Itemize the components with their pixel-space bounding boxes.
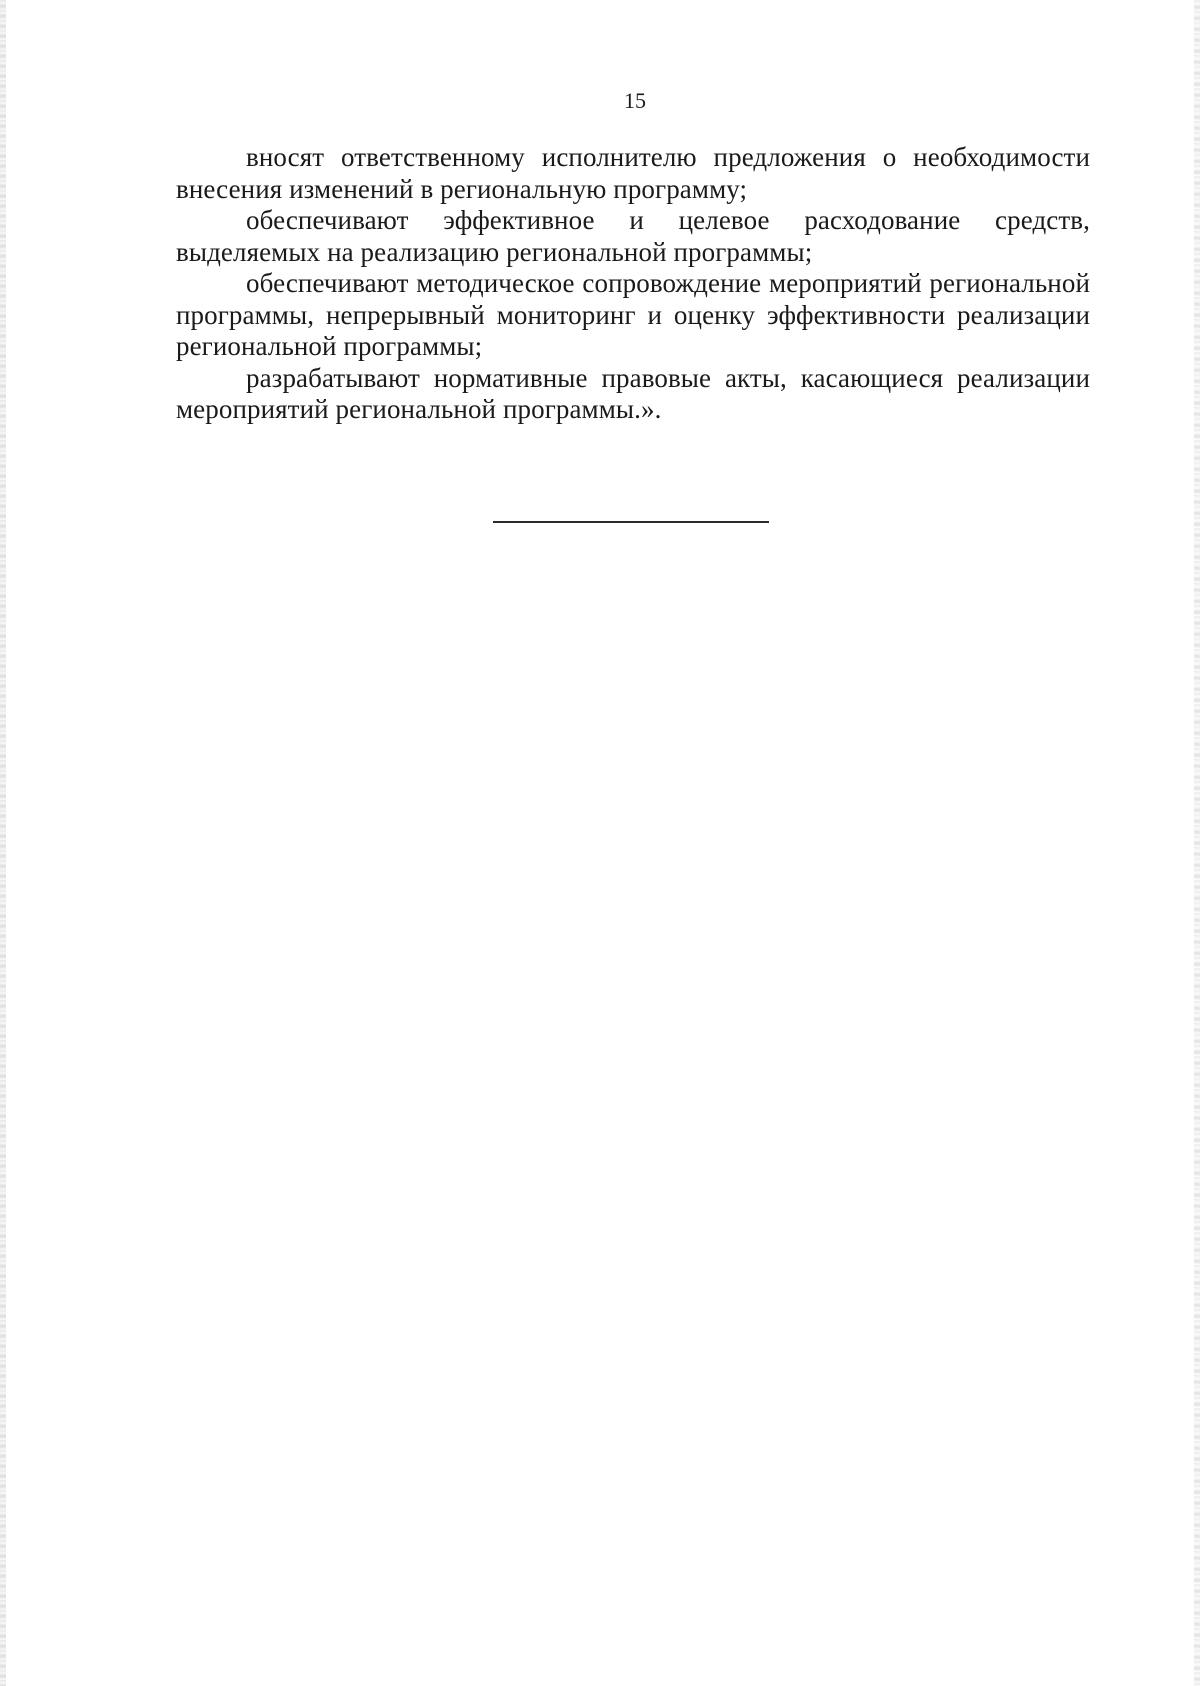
page-number: 15 <box>624 88 646 113</box>
body-text <box>176 142 1090 426</box>
scan-edge-right <box>1194 0 1200 1686</box>
paragraph: разрабатывают нормативные правовые акты, касающиеся реализации мероприятий региональной программы.». <box>176 362 1090 424</box>
end-of-text-rule <box>493 521 769 523</box>
scan-edge-left <box>0 0 6 1686</box>
paragraph: обеспечивают эффективное и целевое расходование средств, выделяемых на реализацию региональной программы; <box>176 205 1090 267</box>
paragraph: обеспечивают методическое сопровождение мероприятий региональной программы, непрерывный мониторинг и оценку эффективности реализации региональной программы; <box>176 268 1090 361</box>
paragraph: вносят ответственному исполнителю предложения о необходимости внесения изменений в региональную программу; <box>176 142 1090 204</box>
